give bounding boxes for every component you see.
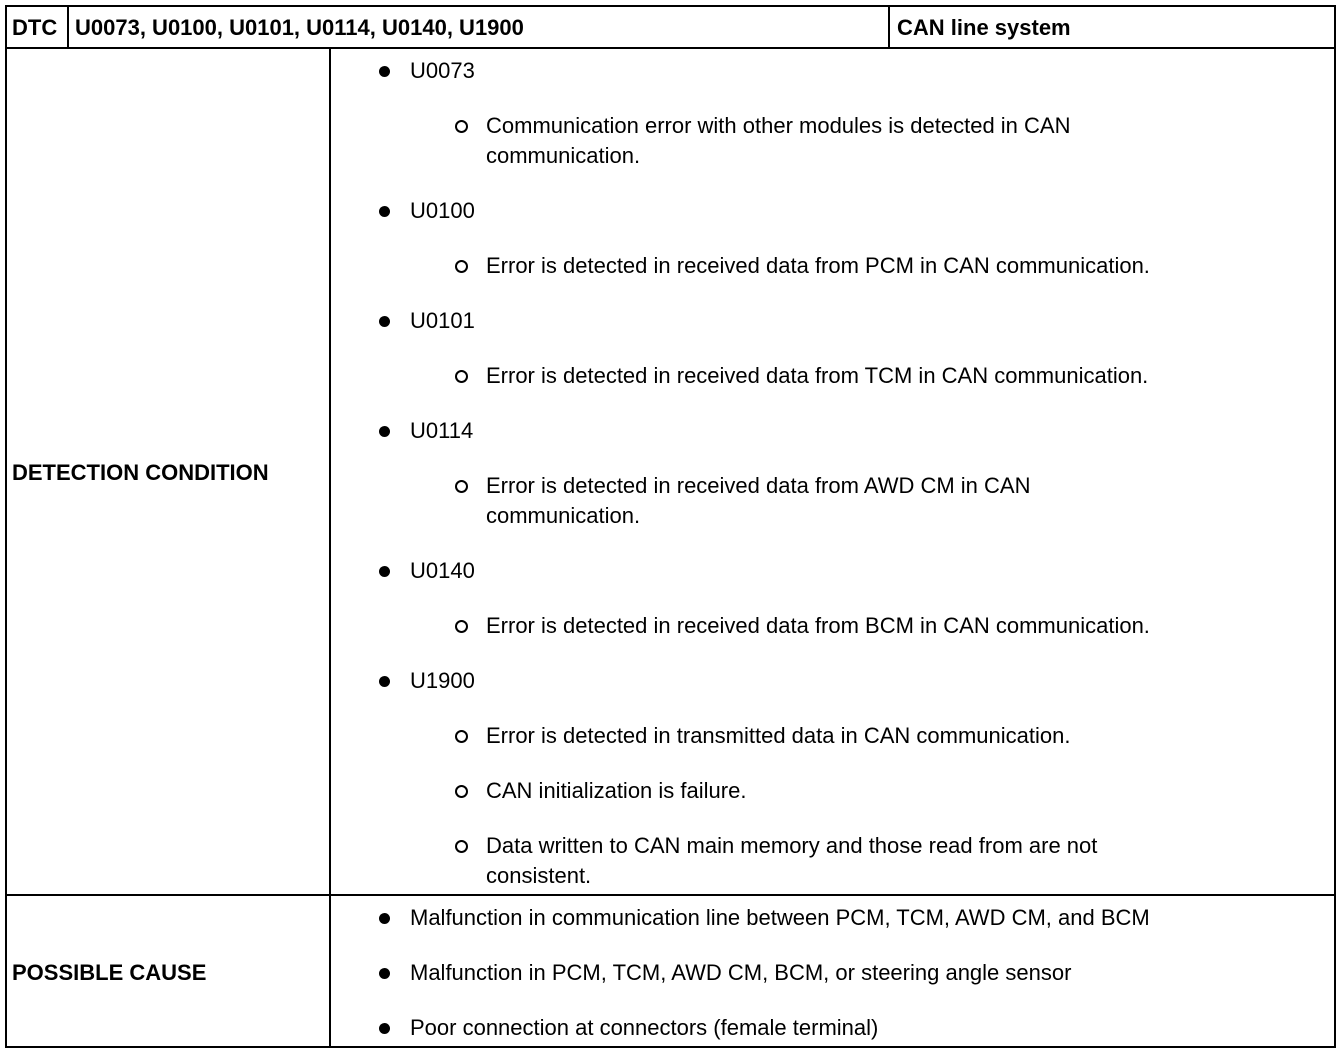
condition-text: CAN initialization is failure. (486, 778, 747, 803)
bullet-icon (379, 426, 390, 437)
condition-text: Error is detected in received data from BCM in CAN communication. (486, 613, 1150, 638)
dtc-code: U0073 (410, 58, 475, 83)
section-divider (5, 894, 1336, 896)
dtc-code: U1900 (410, 668, 475, 693)
dtc-table (5, 5, 1336, 1048)
circle-bullet-icon (455, 620, 468, 633)
cause-text: Malfunction in communication line between PCM, TCM, AWD CM, and BCM (410, 905, 1150, 930)
cause-text: Malfunction in PCM, TCM, AWD CM, BCM, or steering angle sensor (410, 960, 1072, 985)
system-divider (888, 5, 890, 48)
detection-condition-label: DETECTION CONDITION (12, 460, 269, 485)
dtc-code: U0101 (410, 308, 475, 333)
condition-text-cont: communication. (486, 143, 641, 168)
circle-bullet-icon (455, 785, 468, 798)
bullet-icon (379, 913, 390, 924)
condition-text: Error is detected in received data from PCM in CAN communication. (486, 253, 1150, 278)
bullet-icon (379, 66, 390, 77)
condition-text-cont: consistent. (486, 863, 592, 888)
dtc-code: U0114 (410, 418, 474, 443)
bullet-icon (379, 1023, 390, 1034)
dtc-label: DTC (12, 15, 58, 40)
bullet-icon (379, 316, 390, 327)
circle-bullet-icon (455, 260, 468, 273)
header-divider (5, 47, 1336, 49)
circle-bullet-icon (455, 120, 468, 133)
condition-text: Communication error with other modules is detected in CAN (486, 113, 1071, 138)
circle-bullet-icon (455, 370, 468, 383)
label-column-divider (329, 48, 331, 1048)
possible-cause-label: POSSIBLE CAUSE (12, 960, 207, 985)
condition-text-cont: communication. (486, 503, 641, 528)
bullet-icon (379, 968, 390, 979)
dtc-codes: U0073, U0100, U0101, U0114, U0140, U1900 (75, 15, 524, 40)
dtc-code: U0100 (410, 198, 475, 223)
circle-bullet-icon (455, 840, 468, 853)
bullet-icon (379, 566, 390, 577)
dtc-code: U0140 (410, 558, 475, 583)
system-name: CAN line system (897, 15, 1071, 40)
condition-text: Data written to CAN main memory and those read from are not (486, 833, 1098, 858)
bullet-icon (379, 676, 390, 687)
dtc-label-divider (67, 5, 69, 48)
cause-text: Poor connection at connectors (female terminal) (410, 1015, 879, 1040)
condition-text: Error is detected in received data from TCM in CAN communication. (486, 363, 1149, 388)
condition-text: Error is detected in received data from AWD CM in CAN (486, 473, 1031, 498)
condition-text: Error is detected in transmitted data in CAN communication. (486, 723, 1071, 748)
circle-bullet-icon (455, 730, 468, 743)
bullet-icon (379, 206, 390, 217)
circle-bullet-icon (455, 480, 468, 493)
